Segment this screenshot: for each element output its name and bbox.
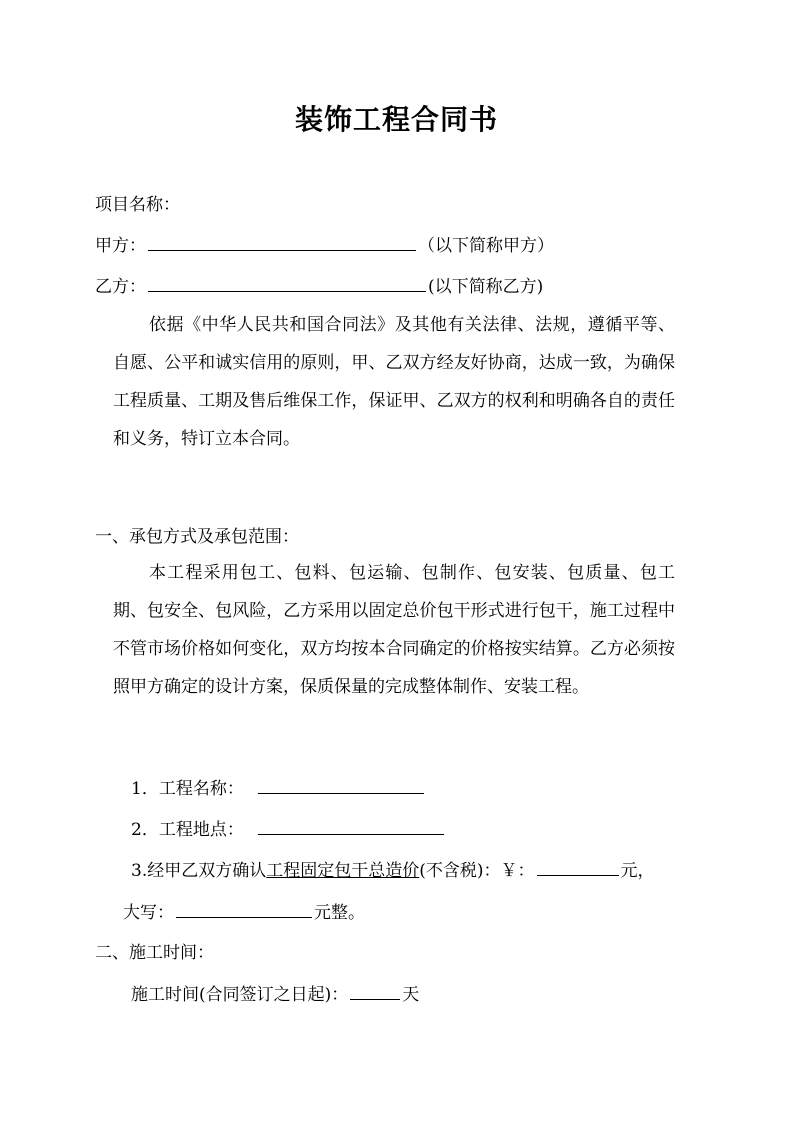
party-a-suffix: （以下简称甲方） <box>418 236 554 256</box>
item-project-location-label: 2．工程地点： <box>131 820 244 840</box>
intro-paragraph: 依据《中华人民共和国合同法》及其他有关法律、法规，遵循平等、自愿、公平和诚实信用的原则，甲、乙双方经友好协商，达成一致，为确保工程质量、工期及售后维保工作，保证甲、乙双方的权利和明确各自的责任和义务，特订立本合同。 <box>113 315 675 449</box>
project-name-label: 项目名称： <box>95 195 180 215</box>
page-title: 装饰工程合同书 <box>294 103 498 136</box>
party-a-line <box>95 231 554 256</box>
item-project-name <box>131 774 426 799</box>
total-price-suffix: (不含税)：￥： <box>419 861 535 881</box>
item-total-price-daxie <box>123 898 365 923</box>
item-total-price <box>131 856 655 881</box>
section1-heading: 一、承包方式及承包范围： <box>95 527 299 547</box>
total-price-prefix: 3.经甲乙双方确认 <box>131 861 267 881</box>
project-name-line <box>95 190 180 215</box>
party-b-line <box>95 272 543 297</box>
party-b-suffix: (以下简称乙方) <box>428 277 544 297</box>
section1-body: 本工程采用包工、包料、包运输、包制作、包安装、包质量、包工期、包安全、包风险，乙方采用以固定总价包干形式进行包干，施工过程中不管市场价格如何变化，双方均按本合同确定的价格按实结算。乙方必须按照甲方确定的设计方案，保质保量的完成整体制作、安装工程。 <box>113 563 675 697</box>
item-project-name-label: 1．工程名称： <box>131 779 244 799</box>
construction-time-label: 施工时间(合同签订之日起)： <box>131 985 349 1005</box>
daxie-end: 元整。 <box>314 903 365 923</box>
party-a-label: 甲方： <box>95 236 146 256</box>
construction-time-unit: 天 <box>402 985 420 1005</box>
construction-time-line <box>131 980 419 1005</box>
party-b-label: 乙方： <box>95 277 146 297</box>
daxie-blank[interactable] <box>176 899 312 918</box>
party-b-blank[interactable] <box>148 273 426 292</box>
project-location-blank[interactable] <box>258 816 444 835</box>
total-price-unit: 元， <box>620 861 655 881</box>
party-a-blank[interactable] <box>148 232 416 251</box>
project-name-blank[interactable] <box>258 775 424 794</box>
total-price-underlined: 工程固定包干总造价 <box>266 861 420 881</box>
section2-heading: 二、施工时间： <box>95 943 214 963</box>
construction-days-blank[interactable] <box>350 981 400 1000</box>
daxie-label: 大写： <box>123 903 174 923</box>
total-price-blank[interactable] <box>537 857 619 876</box>
item-project-location <box>131 815 446 840</box>
